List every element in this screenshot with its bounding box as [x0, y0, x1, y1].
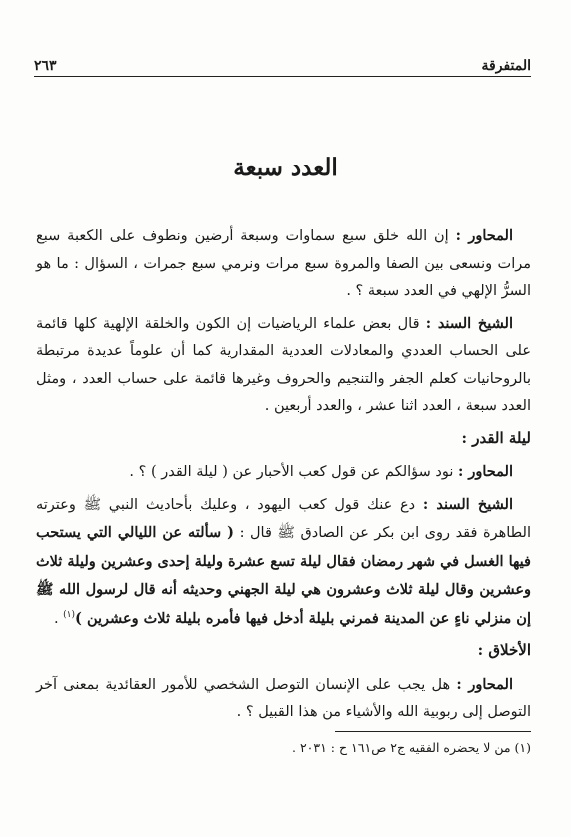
paragraph-text: قال بعض علماء الرياضيات إن الكون والخلقة الإلهية كلها قائمة على الحساب العددي والمعادلات العددية المقدارية كما أن علوماً عديدة مرتبطة بالروحانيات كعلم الجفر والتنجيم والحروف وغيرها قائمة على حساب العدد ، ومثل العدد سبعة ، العدد اثنا عشر ، والعدد أربعين .	[36, 315, 531, 414]
footnote: (١) من لا يحضره الفقيه ج٢ ص١٦١ ح : ٢٠٣١ .	[292, 740, 531, 755]
paragraph-text: هل يجب على الإنسان التوصل الشخصي للأمور العقائدية بمعنى آخر التوصل إلى ربوبية الله والأشياء من هذا القبيل ؟ .	[36, 676, 531, 720]
speaker-label: المحاور :	[456, 675, 513, 693]
hadith-quote: ( سألته عن الليالي التي يستحب فيها الغسل في شهر رمضان فقال ليلة تسع عشرة وليلة إحدى وعشرين وليلة ثلاث وعشرين وقال ليلة ثلاث وعشرون هي ليلة الجهني وحديثه أنه قال لرسول الله ﷺ إن منزلي ناءٍ عن المدينة فمرني بليلة أدخل فيها فأمره بليلة ثلاث وعشرين )	[36, 524, 531, 627]
section-heading: ليلة القدر :	[461, 428, 531, 447]
section-title: المتفرقة	[481, 58, 531, 74]
paragraph	[36, 458, 531, 487]
paragraph	[36, 491, 531, 634]
paragraph	[36, 310, 531, 421]
body-text	[36, 222, 531, 731]
speaker-label: المحاور :	[455, 227, 513, 244]
paragraph-end: .	[53, 610, 64, 627]
chapter-title: العدد سبعة	[233, 154, 338, 181]
paragraph-text: دع عنك قول كعب اليهود ، وعليك بأحاديث النبي ﷺ وعترته الطاهرة فقد روى ابن بكر عن الصادق ﷺ قال :	[36, 496, 531, 541]
section-heading: الأخلاق :	[477, 641, 531, 659]
page-header	[34, 50, 531, 74]
paragraph-text: إن الله خلق سبع سماوات وسبعة أرضين ونطوف على الكعبة سبع مرات ونسعى بين الصفا والمروة سبع مرات ونرمي سبع جمرات ، السؤال : ما هو السرُّ الإلهي في العدد سبعة ؟ .	[36, 228, 531, 299]
speaker-label: الشيخ السند :	[425, 314, 513, 332]
header-rule	[34, 76, 531, 77]
paragraph-text: نود سؤالكم عن قول كعب الأحبار عن ( ليلة القدر ) ؟ .	[129, 464, 458, 480]
paragraph	[36, 671, 531, 727]
footnote-marker[interactable]: (١)	[63, 609, 76, 620]
footnote-rule	[335, 731, 531, 732]
speaker-label: المحاور :	[457, 463, 513, 480]
speaker-label: الشيخ السند :	[422, 495, 513, 513]
paragraph	[36, 222, 531, 306]
page-number: ٢٦٣	[34, 58, 57, 74]
